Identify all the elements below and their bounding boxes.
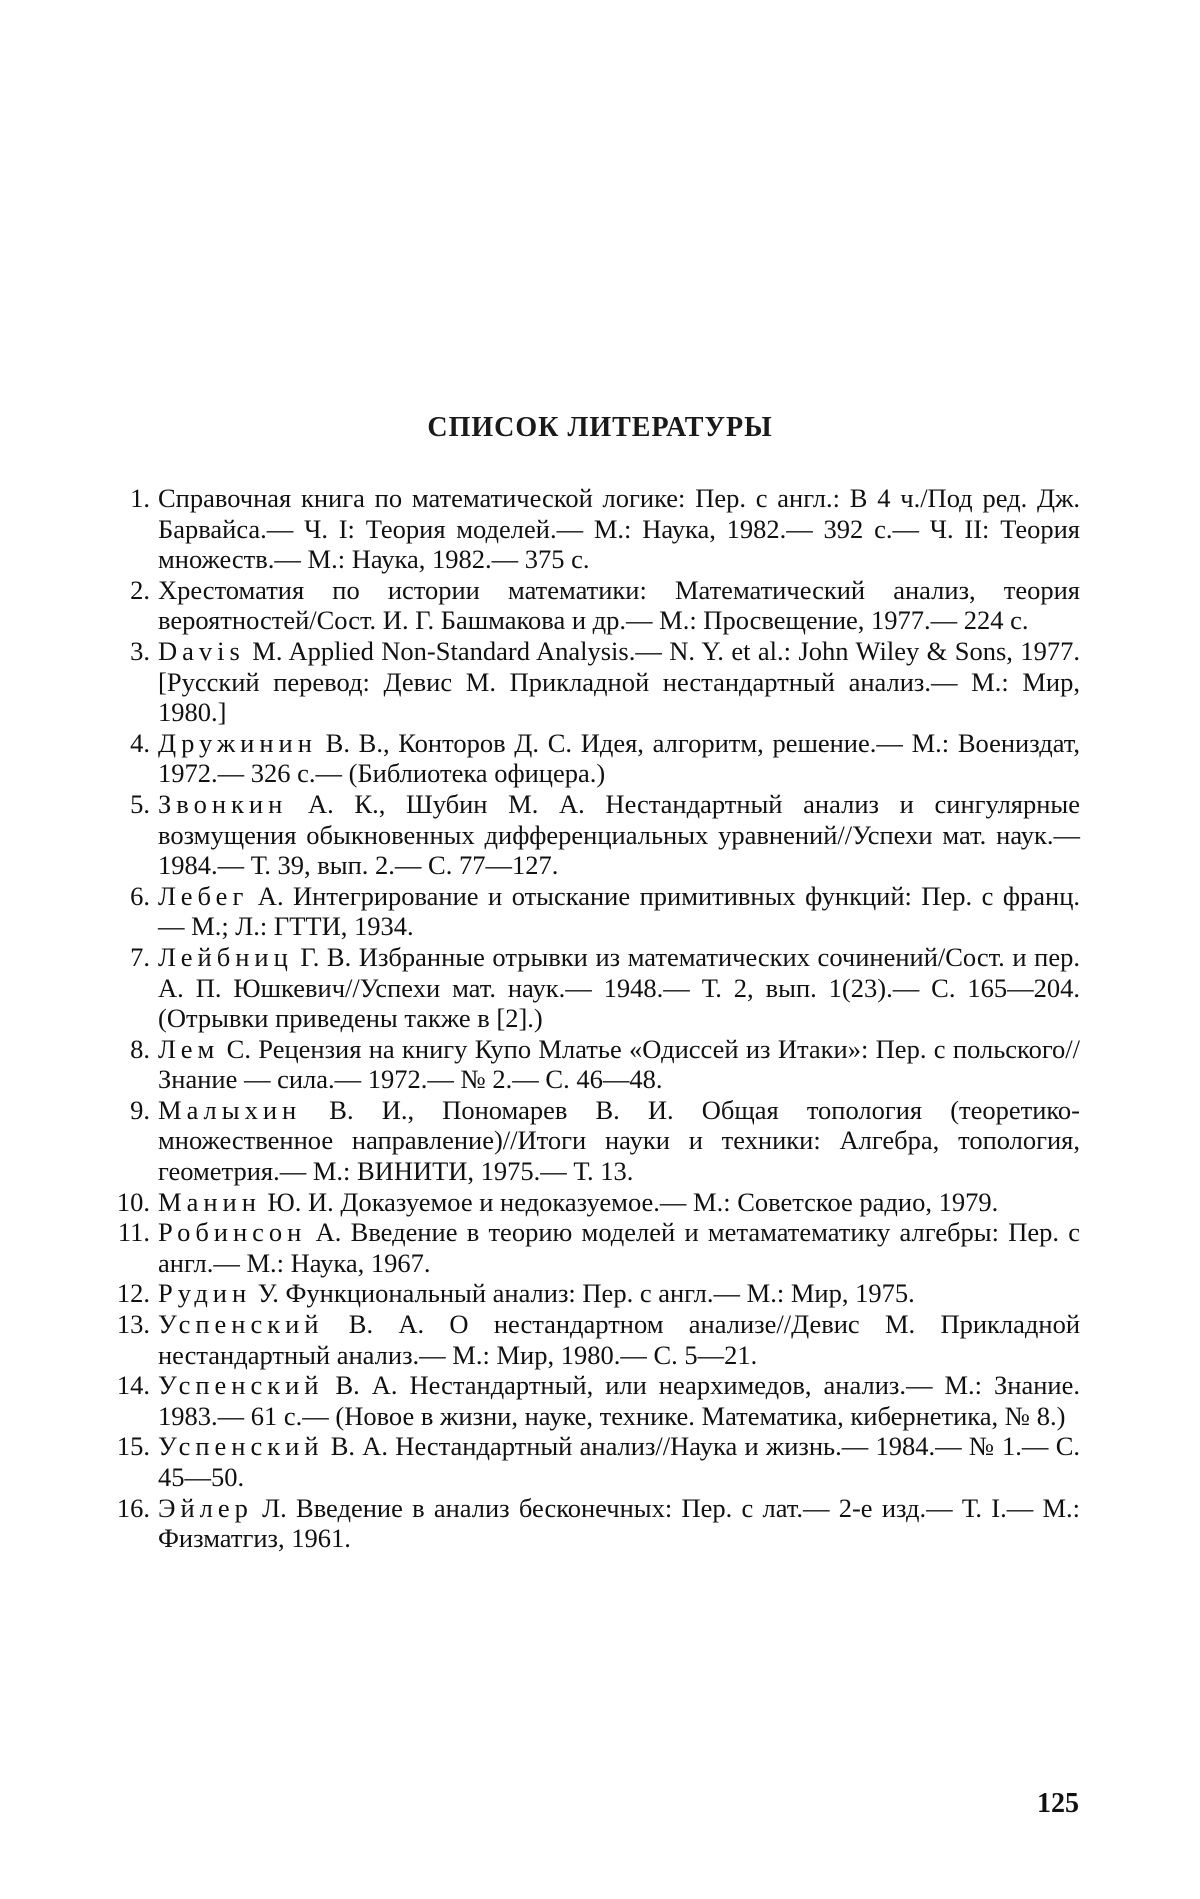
- reference-number: 10.: [116, 1186, 150, 1217]
- reference-number: 9.: [130, 1094, 150, 1125]
- reference-text: А. Введение в теорию моделей и метаматематику алгебры: Пер. с англ.— М.: Наука, 1967.: [158, 1217, 1080, 1278]
- reference-number: 1.: [130, 483, 150, 513]
- reference-text: А. Интегрирование и отыскание примитивных функций: Пер. с франц.— М.; Л.: ГТТИ, 1934.: [158, 880, 1080, 942]
- reference-item: [130, 728, 1080, 789]
- reference-text: Справочная книга по математической логике: Пер. с англ.: В 4 ч./Под ред. Дж. Барвайса.— Ч. I: Теория моделей.— М.: Наука, 1982.— 392 с.— Ч. II: Теория множеств.— М.: Наука, 1982.— 375 с.: [158, 483, 1080, 575]
- reference-author: Рудин: [158, 1278, 252, 1309]
- reference-item: [130, 575, 1080, 636]
- reference-item: [117, 1217, 1080, 1278]
- reference-author: Дружинин: [158, 727, 317, 758]
- reference-author: Успенский: [158, 1370, 324, 1401]
- reference-item: [116, 1186, 1080, 1218]
- reference-text: У. Функциональный анализ: Пер. с англ.— М.: Мир, 1975.: [251, 1278, 915, 1309]
- reference-number: 13.: [116, 1309, 150, 1340]
- reference-item: [130, 1095, 1080, 1187]
- reference-author: Davis: [158, 635, 245, 666]
- reference-number: 5.: [130, 788, 150, 819]
- reference-number: 15.: [116, 1431, 150, 1462]
- reference-author: Малыхин: [158, 1094, 302, 1125]
- reference-text: Л. Введение в анализ бесконечных: Пер. с лат.— 2-е изд.— Т. I.— М.: Физматгиз, 1961.: [158, 1492, 1080, 1554]
- reference-item: [130, 942, 1080, 1034]
- reference-text: В. А. О нестандартном анализе//Девис М. Прикладной нестандартный анализ.— М.: Мир, 1980.— С. 5—21.: [158, 1309, 1080, 1370]
- reference-item: [130, 483, 1080, 575]
- reference-item: [130, 636, 1080, 728]
- reference-number: 11.: [117, 1217, 150, 1248]
- reference-number: 12.: [116, 1278, 150, 1309]
- reference-text: В. И., Пономарев В. И. Общая топология (теоретико-множественное направление)//Итоги науки и техники: Алгебра, топология, геометрия.— М.: ВИНИТИ, 1975.— Т. 13.: [158, 1094, 1080, 1187]
- reference-author: Успенский: [158, 1431, 324, 1462]
- reference-number: 8.: [130, 1033, 150, 1064]
- reference-author: Лейбниц: [158, 941, 293, 972]
- reference-text: Хрестоматия по истории математики: Математический анализ, теория вероятностей/Сост. И. Г. Башмакова и др.— М.: Просвещение, 1977.— 224 с.: [158, 574, 1080, 636]
- reference-text: Г. В. Избранные отрывки из математических сочинений/Сост. и пер. А. П. Юшкевич//Успехи мат. наук.— 1948.— Т. 2, вып. 1(23).— С. 165—204. (Отрывки приведены также в [2].): [158, 941, 1080, 1034]
- reference-number: 6.: [130, 880, 150, 911]
- reference-list: [116, 483, 1080, 1554]
- reference-number: 4.: [130, 727, 150, 758]
- reference-text: В. А. Нестандартный, или неархимедов, анализ.— М.: Знание. 1983.— 61 с.— (Новое в жизни, науке, технике. Математика, кибернетика, № 8.): [158, 1370, 1080, 1431]
- reference-number: 2.: [130, 574, 150, 605]
- reference-item: [116, 1278, 1080, 1309]
- reference-text: В. В., Конторов Д. С. Идея, алгоритм, решение.— М.: Воениздат, 1972.— 326 с.— (Библиотека офицера.): [158, 727, 1080, 789]
- reference-item: [130, 789, 1080, 881]
- reference-text: В. А. Нестандартный анализ//Наука и жизнь.— 1984.— № 1.— С. 45—50.: [158, 1431, 1080, 1492]
- reference-author: Звонкин: [158, 788, 288, 819]
- reference-number: 16.: [116, 1492, 150, 1523]
- reference-number: 14.: [116, 1370, 150, 1401]
- reference-text: А. К., Шубин М. А. Нестандартный анализ и сингулярные возмущения обыкновенных дифференциальных уравнений//Успехи мат. наук.— 1984.— Т. 39, вып. 2.— С. 77—127.: [158, 788, 1080, 881]
- reference-author: Робинсон: [158, 1217, 307, 1248]
- reference-author: Лебег: [158, 880, 249, 911]
- reference-text: Ю. И. Доказуемое и недоказуемое.— М.: Советское радио, 1979.: [260, 1186, 999, 1217]
- bibliography-title: СПИСОК ЛИТЕРАТУРЫ: [427, 412, 773, 443]
- reference-text: M. Applied Non-Standard Analysis.— N. Y. et al.: John Wiley & Sons, 1977. [Русский перевод: Девис М. Прикладной нестандартный анализ.— М.: Мир, 1980.]: [158, 635, 1080, 728]
- reference-author: Манин: [158, 1186, 261, 1217]
- reference-item: [130, 1034, 1080, 1095]
- reference-number: 3.: [130, 635, 150, 666]
- reference-author: Лем: [158, 1033, 220, 1064]
- reference-author: Успенский: [158, 1309, 324, 1340]
- page-number: 125: [1037, 1788, 1079, 1819]
- reference-item: [116, 1431, 1080, 1492]
- reference-author: Эйлер: [158, 1492, 253, 1523]
- reference-number: 7.: [130, 941, 150, 972]
- reference-item: [116, 1492, 1080, 1554]
- reference-item: [116, 1370, 1080, 1431]
- reference-item: [116, 1309, 1080, 1370]
- reference-item: [130, 881, 1080, 942]
- reference-text: С. Рецензия на книгу Купо Млатье «Одиссей из Итаки»: Пер. с польского//Знание — сила.— 1972.— № 2.— С. 46—48.: [158, 1033, 1080, 1095]
